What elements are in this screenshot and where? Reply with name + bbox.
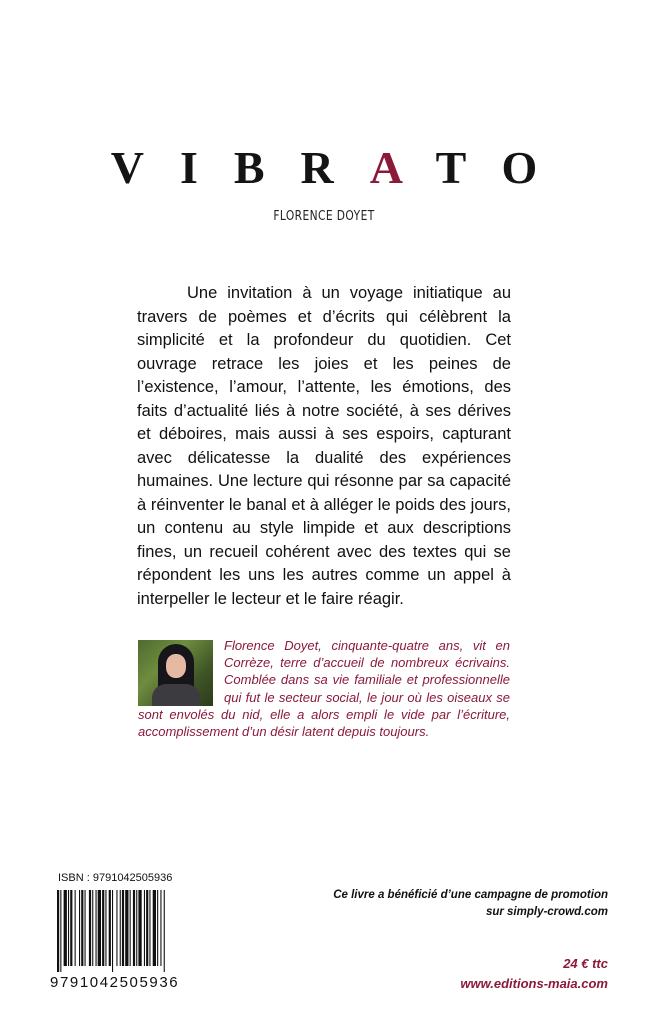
barcode-bar: [125, 890, 128, 966]
publisher-website: www.editions-maia.com: [460, 976, 608, 991]
barcode-bar: [92, 890, 93, 966]
barcode-bar: [136, 890, 137, 966]
barcode-bar: [102, 890, 104, 966]
photo-face-shape: [166, 654, 186, 678]
promo-line-2: sur simply-crowd.com: [485, 906, 608, 918]
barcode-bar: [64, 890, 67, 966]
barcode-bar: [89, 890, 91, 966]
barcode-bar: [57, 890, 59, 972]
blurb-content: Une invitation à un voyage initiatique au travers de poèmes et d’écrits qui célèbrent la simplicité et la profondeur du quotidien. Cet ouvrage retrace les joies et les peines de l’existence, l’amour, l’attente, les émotions, des faits d’actualité liés à notre société, à ses dérives et déboires, mais aussi à ses espoirs, capturant avec délicatesse la dualité des expériences humaines. Une lecture qui résonne par sa capacité à réinventer le banal et à alléger le poids des jours, un contenu au style limpide et aux descriptions fines, un recueil cohérent avec des textes qui se répondent les uns les autres comme un appel à interpeller le lecteur et le faire réagir.: [137, 284, 511, 608]
barcode-bar: [70, 890, 72, 966]
barcode-bar: [105, 890, 106, 966]
barcode-bar: [144, 890, 145, 966]
barcode-bar: [116, 890, 117, 966]
barcode-bar: [149, 890, 150, 966]
author-bio-text: Florence Doyet, cinquante-quatre ans, vit en Corrèze, terre d’accueil de nombreux écrivains. Comblée dans sa vie familiale et professionnelle qui fut le secteur social, le jour où les oiseaux se sont envolés du nid, elle a alors empli le vide par l’écriture, accomplissement d’un désir latent depuis toujours.: [138, 638, 510, 740]
barcode-bar: [122, 890, 124, 966]
barcode-bar: [146, 890, 148, 966]
promo-line-1: Ce livre a bénéficié d’une campagne de promotion: [333, 889, 608, 901]
price: 24 € ttc: [563, 956, 608, 971]
barcode-bar: [120, 890, 121, 966]
barcode-bar: [157, 890, 158, 966]
barcode-bar: [160, 890, 161, 966]
barcode-bar: [85, 890, 86, 966]
promo-note: [288, 887, 608, 921]
barcode-bar: [60, 890, 61, 972]
title-part-1: VIBR: [110, 142, 370, 193]
author-photo: [138, 640, 213, 706]
barcode-bar: [112, 890, 113, 972]
barcode-bar: [81, 890, 83, 966]
barcode-bar: [96, 890, 97, 966]
barcode-bar: [138, 890, 141, 966]
barcode-bar: [133, 890, 135, 966]
barcode-digits: 9791042505936: [50, 974, 180, 991]
barcode-bar: [109, 890, 111, 966]
barcode-bar: [130, 890, 131, 966]
title-accent-letter: A: [369, 142, 436, 193]
barcode: [57, 890, 185, 972]
barcode-bar: [79, 890, 80, 966]
barcode-bar: [68, 890, 69, 966]
barcode-bar: [164, 890, 165, 972]
book-title: [0, 140, 648, 196]
author-name: FLORENCE DOYET: [273, 209, 375, 224]
barcode-bar: [75, 890, 76, 966]
barcode-bar: [98, 890, 101, 966]
photo-body-shape: [152, 684, 200, 706]
barcode-bar: [153, 890, 156, 966]
blurb-text: [137, 282, 511, 611]
isbn-label: ISBN : 9791042505936: [58, 872, 173, 884]
title-part-2: TO: [435, 142, 574, 193]
